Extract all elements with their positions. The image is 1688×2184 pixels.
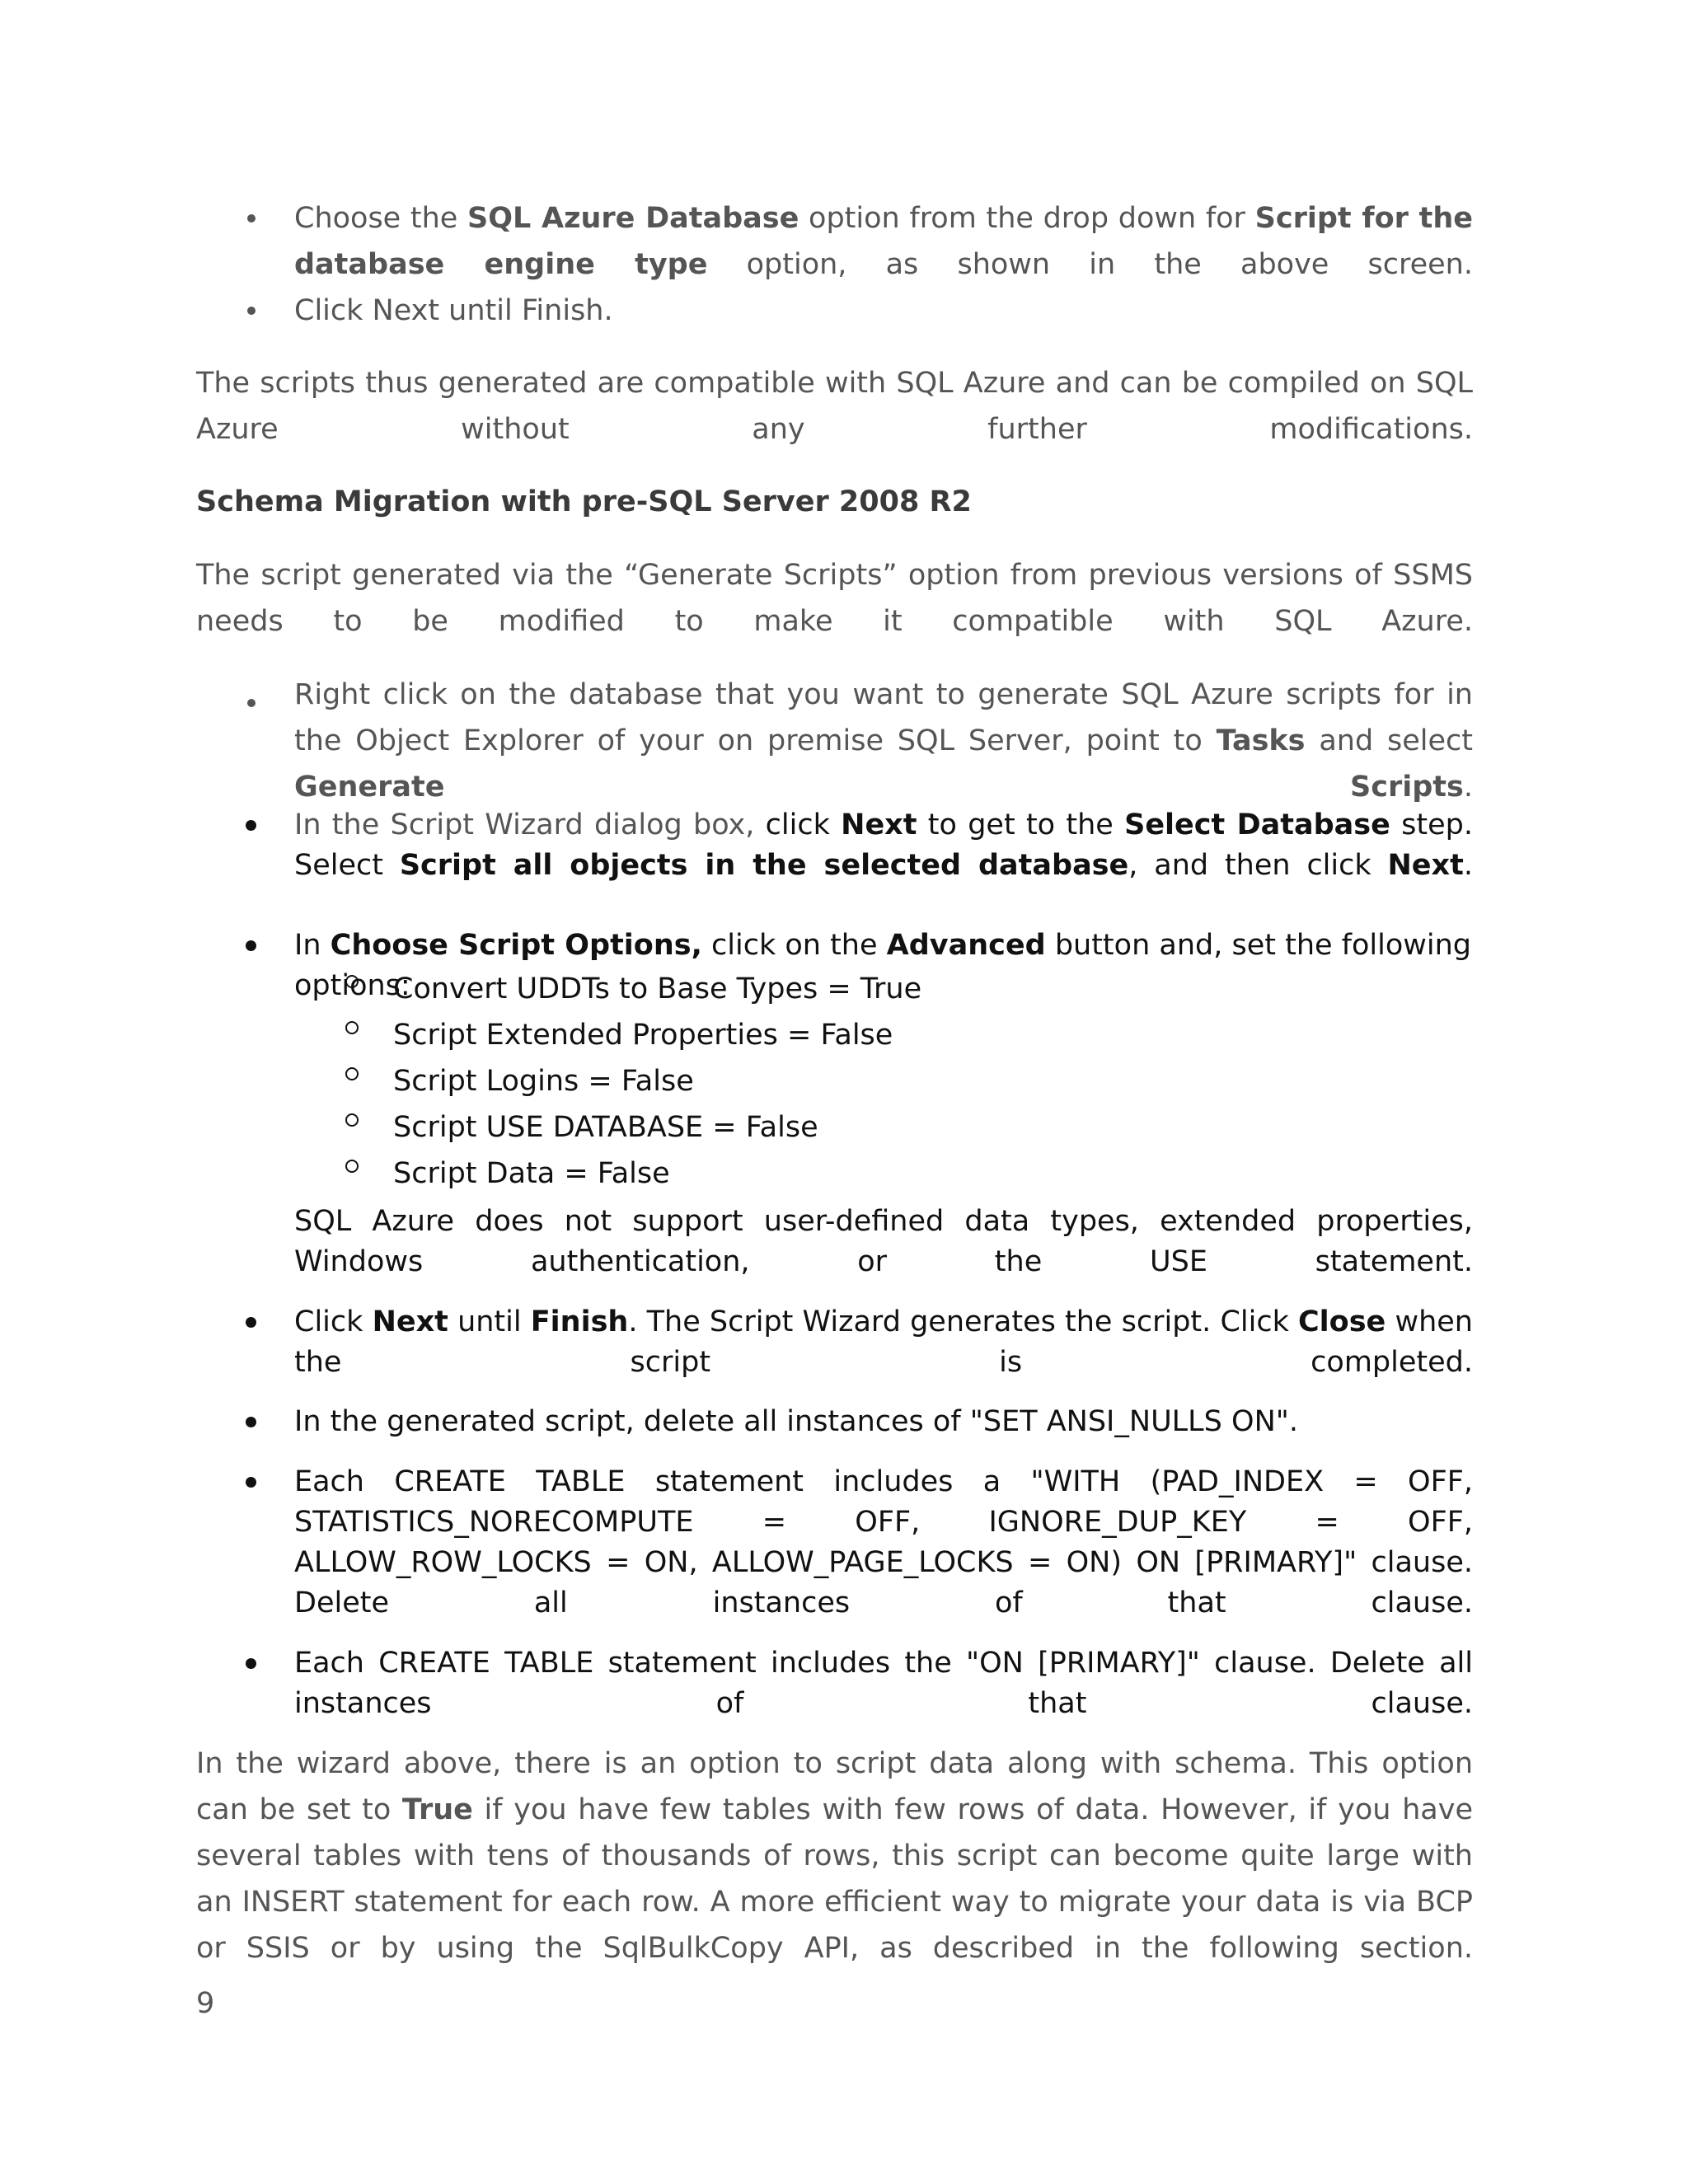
- sub-bullet-circle: [345, 1021, 359, 1034]
- bullet-dot: [246, 820, 256, 831]
- option-convert-uddts: Convert UDDTs to Base Types = True: [393, 972, 922, 1005]
- bullet-dot: [246, 1477, 256, 1488]
- text-run: and select: [1305, 724, 1473, 757]
- text-run: if you have few tables with few rows of data. However, if you have several tables with tens of thousands of rows, this script can become quite large with an INSERT statement for each row. A more efficient way to migrate your data is via BCP or SSIS or by using the SqlBulkCopy API, as described in the following section.: [196, 1793, 1473, 1965]
- bold-text-run: Next: [841, 808, 917, 841]
- bold-text-run: Tasks: [1216, 724, 1306, 757]
- bullet-choose-sql-azure: [294, 195, 1473, 288]
- bullet-dot: [246, 1417, 256, 1427]
- bullet-with-clause: Each CREATE TABLE statement includes a "WITH (PAD_INDEX = OFF, STATISTICS_NORECOMPUTE = OFF, IGNORE_DUP_KEY = OFF, ALLOW_ROW_LOCKS = ON, ALLOW_PAGE_LOCKS = ON) ON [PRIMARY]" clause. Delete all instances of that clause.: [294, 1465, 1473, 1619]
- bold-text-run: True: [401, 1793, 473, 1826]
- bullet-right-click: [294, 672, 1473, 810]
- bullet-on-primary: Each CREATE TABLE statement includes the "ON [PRIMARY]" clause. Delete all instances of that clause.: [294, 1647, 1473, 1720]
- text-run: to get to the: [917, 808, 1125, 841]
- bold-text-run: SQL Azure Database: [467, 202, 799, 235]
- text-run: button and, set the following options:: [294, 929, 1472, 1002]
- text-run: click on the: [701, 929, 887, 962]
- text-run: . The Script Wizard generates the script. Click: [628, 1305, 1298, 1338]
- bullet-script-wizard: [294, 805, 1473, 886]
- sub-bullet-circle: [345, 1160, 359, 1173]
- bold-text-run: Next: [1387, 849, 1464, 882]
- bullet-dot: [247, 307, 256, 315]
- bullet-dot: [246, 1658, 256, 1669]
- page-number: 9: [196, 1987, 215, 2020]
- sub-bullet-circle: [345, 1113, 359, 1127]
- option-use-database: Script USE DATABASE = False: [393, 1111, 818, 1144]
- text-run: click: [765, 808, 842, 841]
- text-run: Click Next until Finish.: [294, 294, 613, 327]
- bold-text-run: Generate Scripts: [294, 771, 1464, 804]
- text-run: Right click on the database that you want to generate SQL Azure scripts for in the Object Explorer of your on premise SQL Server, point to: [294, 678, 1473, 757]
- bold-text-run: Choose Script Options,: [330, 929, 702, 962]
- text-run: , and then click: [1128, 849, 1388, 882]
- option-script-data: Script Data = False: [393, 1157, 670, 1190]
- bullet-dot: [246, 940, 256, 951]
- text-run: until: [448, 1305, 531, 1338]
- text-run: when the script is completed.: [294, 1305, 1473, 1379]
- bullet-click-next: [294, 288, 1473, 334]
- text-run: Click: [294, 1305, 373, 1338]
- paragraph-generate-scripts: The script generated via the “Generate Scripts” option from previous versions of SSMS needs to be modified to make it compatible with SQL Azure.: [196, 559, 1473, 638]
- note-sql-azure-unsupported: SQL Azure does not support user-defined data types, extended properties, Windows authentication, or the USE statement.: [294, 1205, 1473, 1278]
- text-run: In: [294, 929, 331, 962]
- text-run: .: [1463, 849, 1473, 882]
- bold-text-run: Script for the database engine type: [294, 202, 1473, 281]
- bullet-dot: [246, 1317, 256, 1328]
- text-run: In the Script Wizard dialog box,: [294, 808, 766, 841]
- bold-text-run: Close: [1298, 1305, 1386, 1338]
- text-run: option, as shown in the above screen.: [707, 248, 1473, 281]
- section-heading: Schema Migration with pre-SQL Server 2008 R2: [196, 485, 972, 518]
- paragraph-scripts-compatible: The scripts thus generated are compatible with SQL Azure and can be compiled on SQL Azure without any further modifications.: [196, 367, 1473, 446]
- bold-text-run: Finish: [530, 1305, 629, 1338]
- text-run: In the wizard above, there is an option to script data along with schema. This option can be set to: [196, 1747, 1473, 1826]
- sub-bullet-circle: [345, 1067, 359, 1080]
- option-extended-properties: Script Extended Properties = False: [393, 1019, 893, 1052]
- bullet-dot: [247, 699, 256, 707]
- text-run: option from the drop down for: [799, 202, 1255, 235]
- bullet-next-until-finish: [294, 1302, 1473, 1383]
- text-run: .: [1463, 771, 1473, 804]
- text-run: step. Select: [294, 808, 1473, 882]
- bullet-dot: [247, 214, 256, 223]
- bold-text-run: Script all objects in the selected database: [399, 849, 1129, 882]
- bold-text-run: Next: [372, 1305, 448, 1338]
- bold-text-run: Advanced: [886, 929, 1046, 962]
- text-run: Choose the: [294, 202, 467, 235]
- paragraph-script-data-option: [196, 1741, 1473, 1971]
- bullet-ansi-nulls: In the generated script, delete all instances of "SET ANSI_NULLS ON".: [294, 1405, 1298, 1438]
- option-script-logins: Script Logins = False: [393, 1065, 694, 1098]
- sub-bullet-circle: [345, 975, 359, 988]
- bold-text-run: Select Database: [1124, 808, 1390, 841]
